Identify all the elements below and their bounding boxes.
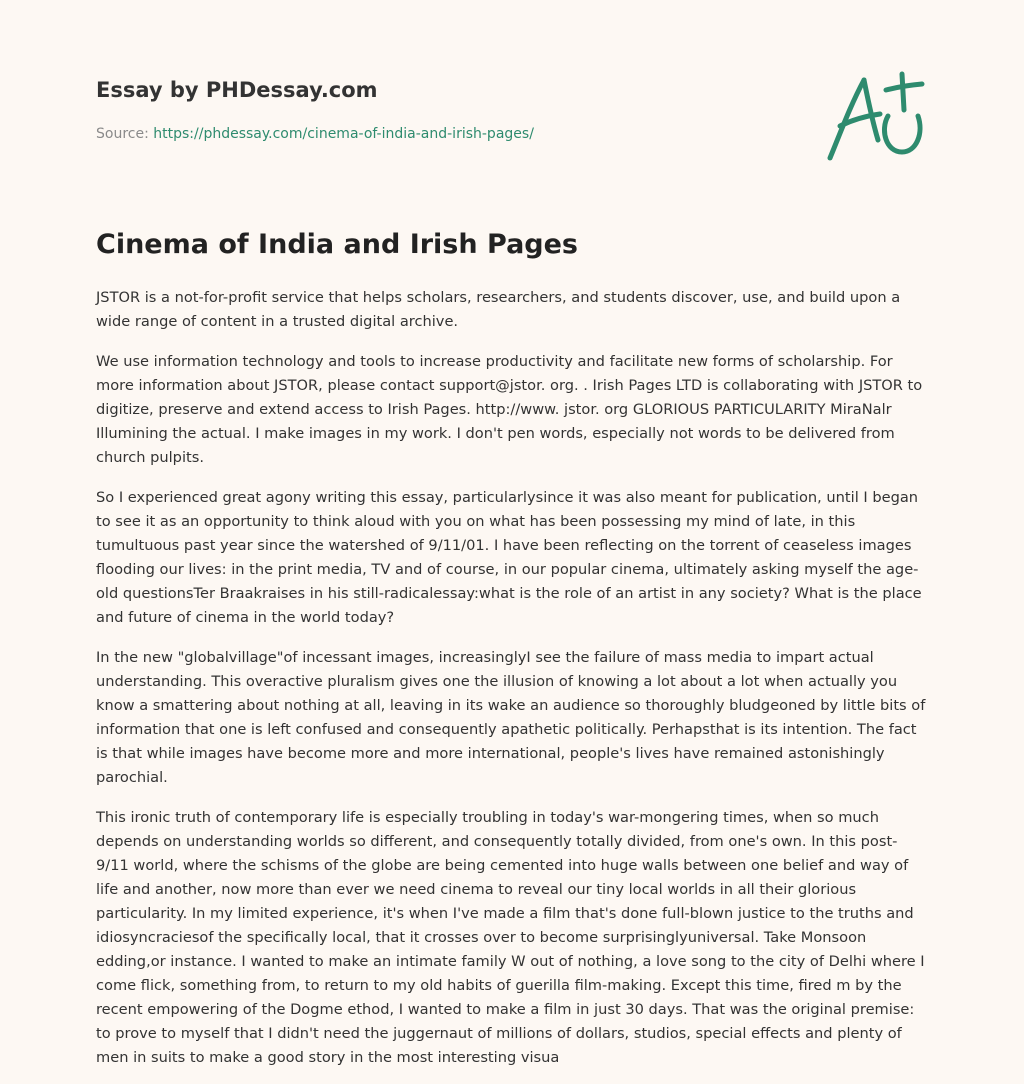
paragraph: We use information technology and tools to increase productivity and facilitate new forms of scholarship. For more information about JSTOR, please contact support@jstor. org. . Irish Pages LTD is collaborating with JSTOR to digitize, preserve and extend access to Irish Pages. http://www. jstor. org GLORIOUS PARTICULARITY MiraNalr Illumining the actual. I make images in my work. I don't pen words, especially not words to be delivered from church pulpits. — [96, 353, 923, 466]
paragraph: So I experienced great agony writing this essay, particularlysince it was also meant for publication, until I began to see it as an opportunity to think aloud with you on what has been possessing my mind of late, in this tumultuous past year since the watershed of 9/11/01. I have been reflecting on the torrent of ceaseless images flooding our lives: in the print media, TV and of course, in our popular cinema, ultimately asking myself the age-old questionsTer Braakraises in his still-radicalessay:what is the role of an artist in any society? What is the place and future of cinema in the world today? — [96, 489, 922, 626]
article-body — [96, 286, 930, 1084]
site-title: Essay by PHDessay.com — [96, 78, 378, 102]
site-header — [96, 76, 796, 104]
a-plus-logo-icon — [822, 66, 932, 166]
a-plus-logo — [822, 66, 932, 166]
source-link[interactable]: https://phdessay.com/cinema-of-india-and-irish-pages/ — [153, 126, 534, 142]
source-label: Source: — [96, 126, 154, 142]
article-title: Cinema of India and Irish Pages — [96, 229, 578, 260]
source-line — [96, 124, 534, 144]
paragraph: This ironic truth of contemporary life is especially troubling in today's war-mongering times, when so much depends on understanding worlds so different, and consequently totally divided, from one's own. In this post-9/11 world, where the schisms of the globe are being cemented into huge walls between one belief and way of life and another, now more than ever we need cinema to reveal our tiny local worlds in all their glorious particularity. In my limited experience, it's when I've made a film that's done full-blown justice to the truths and idiosyncraciesof the specifically local, that it crosses over to become surprisinglyuniversal. Take Monsoon edding,or instance. I wanted to make an intimate family W out of nothing, a love song to the city of Delhi where I come flick, something from, to return to my old habits of guerilla film-making. Except this time, fired m by the recent empowering of the Dogme ethod, I wanted to make a film in just 30 days. That was the original premise: to prove to myself that I didn't need the juggernaut of millions of dollars, studios, special effects and plenty of men in suits to make a good story in the most interesting visua — [96, 809, 925, 1066]
paragraph: JSTOR is a not-for-profit service that helps scholars, researchers, and students discover, use, and build upon a wide range of content in a trusted digital archive. — [96, 289, 901, 330]
paragraph: In the new "globalvillage"of incessant images, increasinglyI see the failure of mass media to impart actual understanding. This overactive pluralism gives one the illusion of knowing a lot about a lot when actually you know a smattering about nothing at all, leaving in its wake an audience so thoroughly bludgeoned by little bits of information that one is left confused and consequently apathetic politically. Perhapsthat is its intention. The fact is that while images have become more and more international, people's lives have remained astonishingly parochial. — [96, 649, 926, 786]
